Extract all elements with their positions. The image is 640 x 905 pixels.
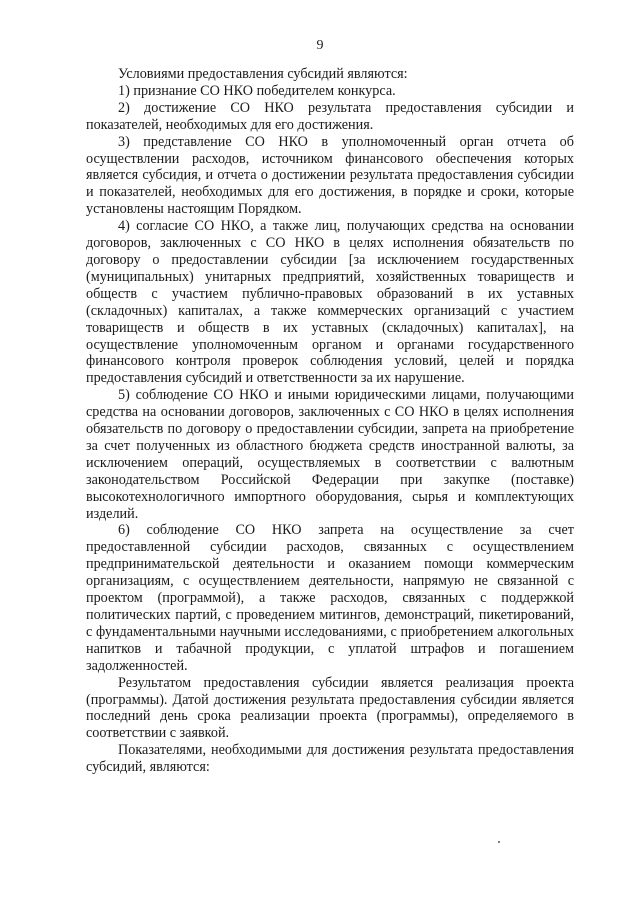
condition-1-paragraph: 1) признание СО НКО победителем конкурса. <box>118 82 396 99</box>
condition-5-paragraph: 5) соблюдение СО НКО и иными юридическими лицами, получающими средства на основании договоров, заключенных с СО НКО в целях исполнения обязательств по договору о предоставлении субсидии, запрета на приобретение за счет полученных из областного бюджета средств иностранной валюты, за исключением операций, осуществляемых в соответствии с валютным законодательством Российской Федерации при закупке (поставке) высокотехнологичного импортного оборудования, сырья и комплектующих изделий. <box>86 387 574 522</box>
page-number: 9 <box>316 38 324 53</box>
conditions-intro-paragraph: Условиями предоставления субсидий являются: <box>118 66 408 82</box>
result-paragraph: Результатом предоставления субсидии является реализация проекта (программы). Датой достижения результата предоставления субсидии является последний день срока реализации проекта (программы), определяемого в соответствии с заявкой. <box>86 674 574 742</box>
condition-4-paragraph: 4) согласие СО НКО, а также лиц, получающих средства на основании договоров, заключенных с СО НКО в целях исполнения обязательств по договору о предоставлении субсидии [за исключением государственных (муниципальных) унитарных предприятий, хозяйственных товариществ и обществ с участием публично-правовых образований в их уставных (складочных) капиталах, а также коммерческих организаций с участием товариществ и обществ в их уставных (складочных) капиталах], на осуществление уполномоченным органом и органами государственного финансового контроля проверок соблюдения условий, целей и порядка предоставления субсидий и ответственности за их нарушение. <box>86 218 574 387</box>
indicators-paragraph: Показателями, необходимыми для достижения результата предоставления субсидий, являются: <box>86 742 574 776</box>
condition-2-paragraph: 2) достижение СО НКО результата предоставления субсидии и показателей, необходимых для его достижения. <box>86 99 574 133</box>
condition-6-paragraph: 6) соблюдение СО НКО запрета на осуществление за счет предоставленной субсидии расходов, связанных с осуществлением предпринимательской деятельности и оказанием помощи коммерческим организациям, с осуществлением деятельности, напрямую не связанной с проектом (программой), а также расходов, связанных с поддержкой политических партий, с проведением митингов, демонстраций, пикетирований, с фундаментальными научными исследованиями, с приобретением алкогольных напитков и табачной продукции, с уплатой штрафов и погашением задолженностей. <box>86 522 574 674</box>
scan-speck <box>498 841 500 843</box>
condition-3-paragraph: 3) представление СО НКО в уполномоченный орган отчета об осуществлении расходов, источником финансового обеспечения которых является субсидия, и отчета о достижении результата предоставления субсидии и показателей, необходимых для его достижения, в порядке и сроки, которые установлены настоящим Порядком. <box>86 133 574 218</box>
document-body <box>86 66 574 776</box>
